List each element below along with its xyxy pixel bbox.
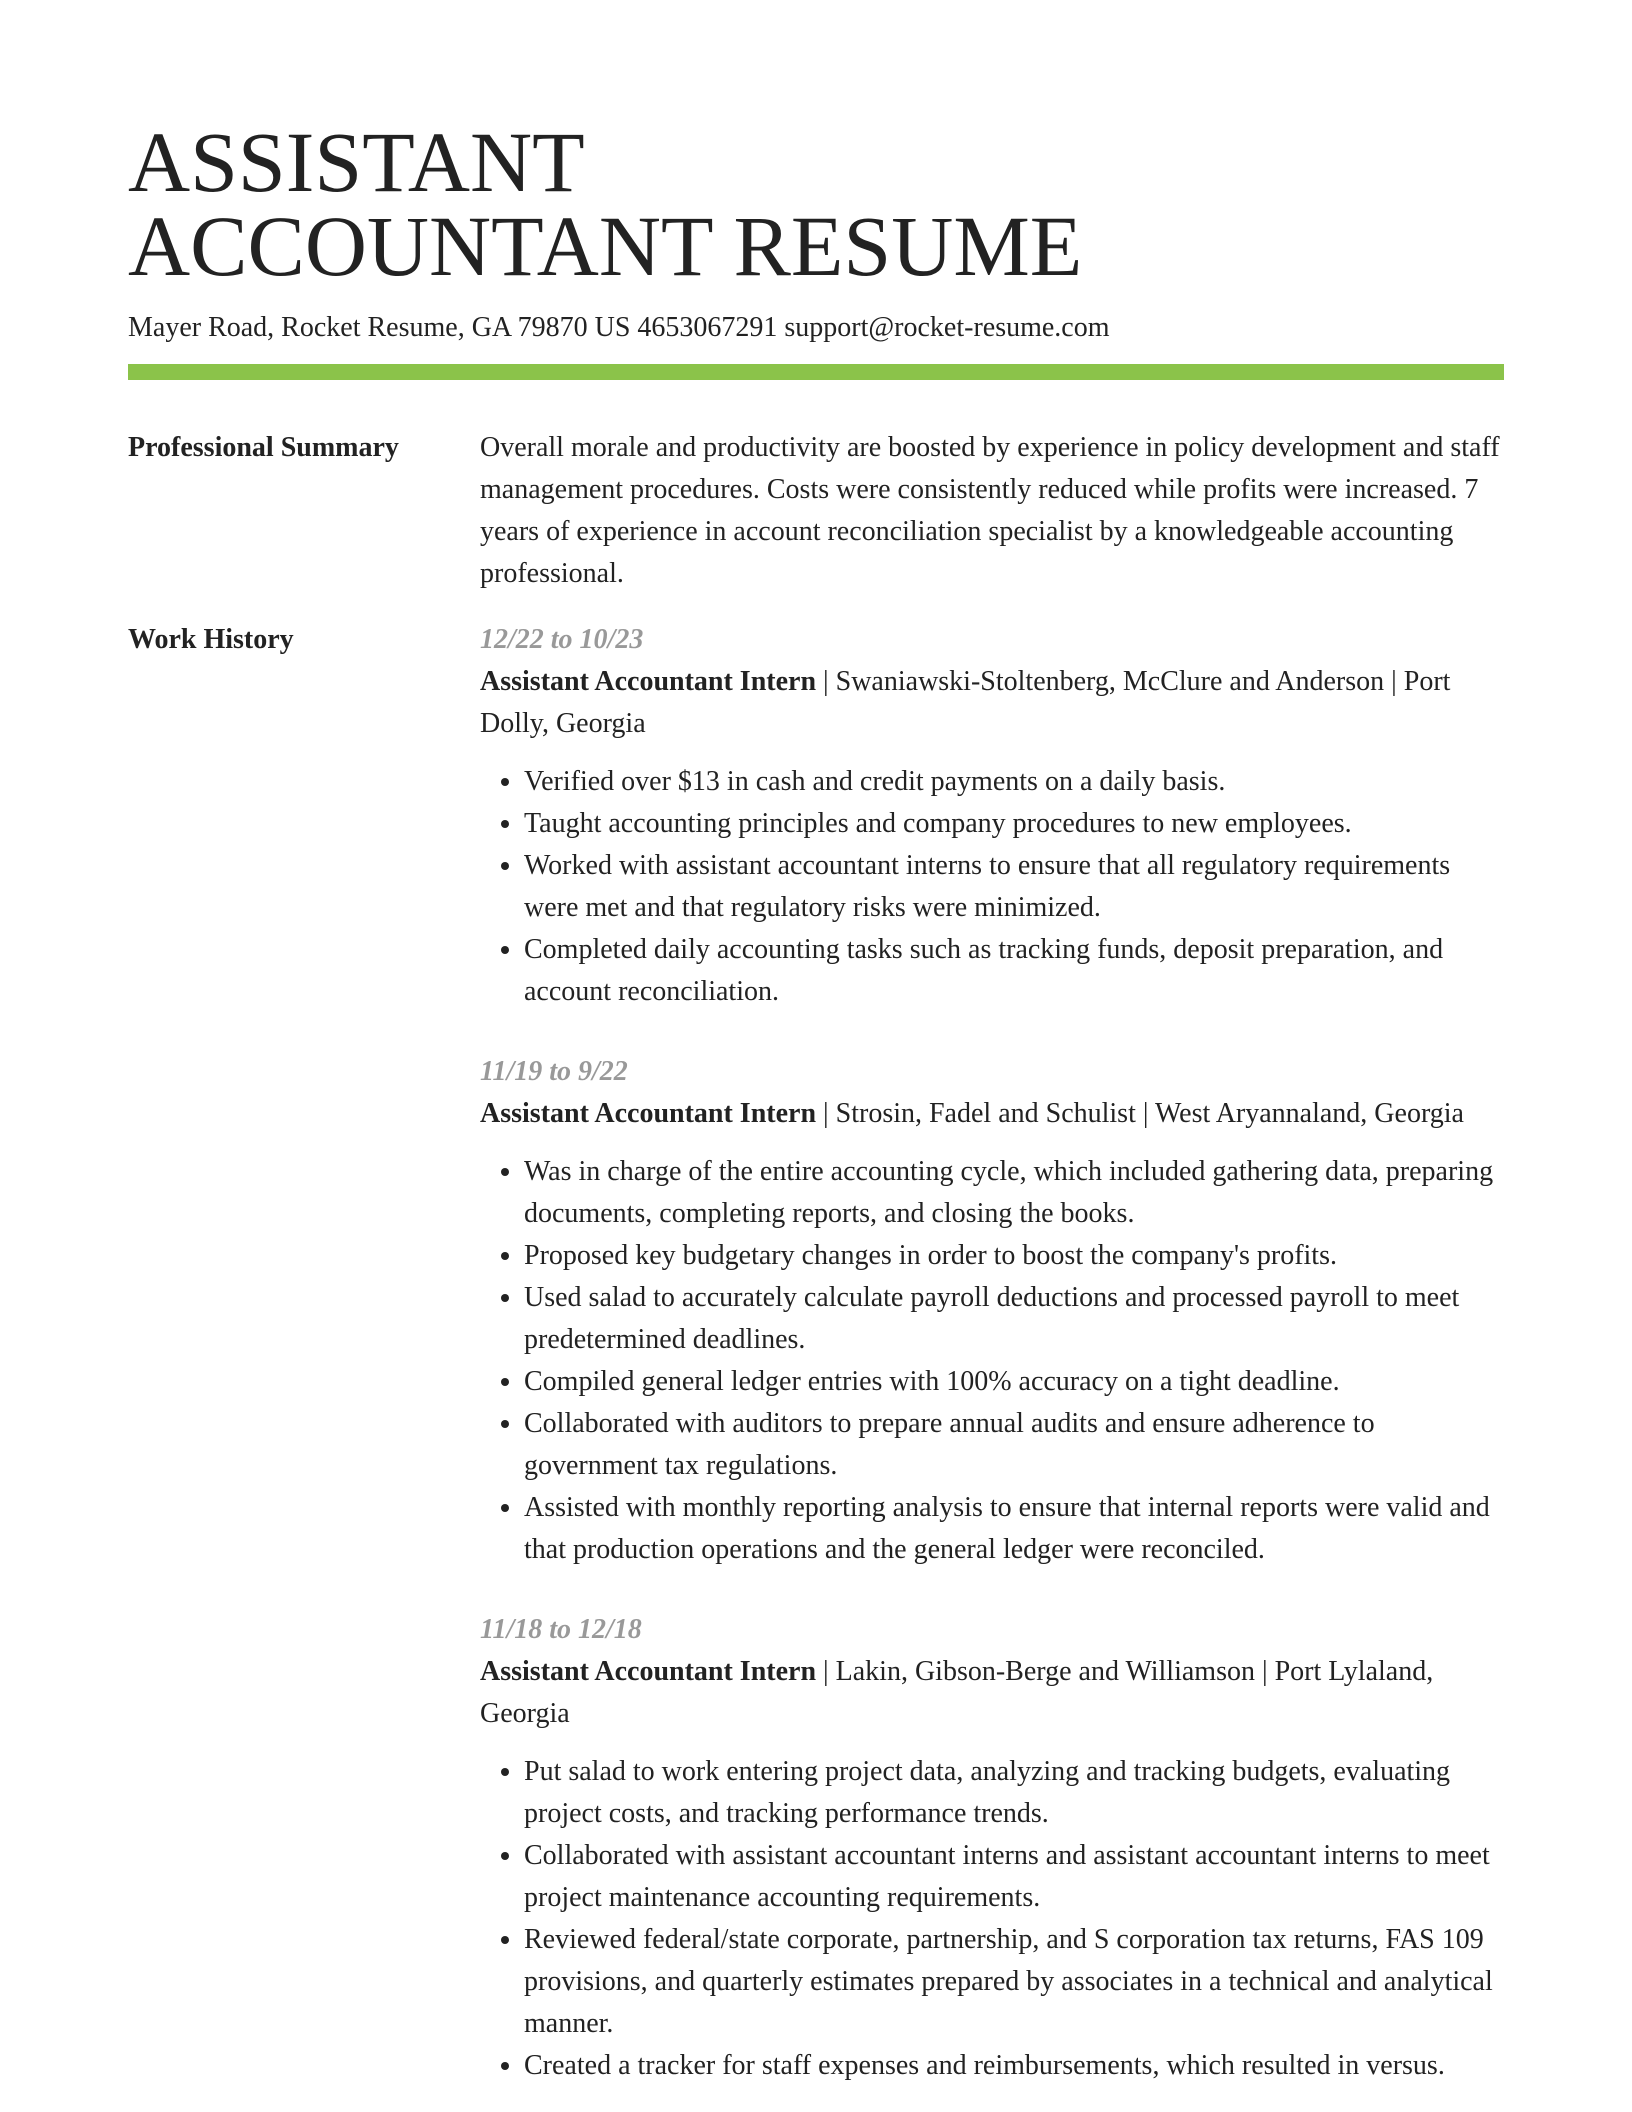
job-dates: 11/18 to 12/18	[480, 1614, 642, 1645]
job-bullet: • Taught accounting principles and company procedures to new employees.	[524, 803, 1504, 845]
job-bullet-list	[480, 761, 1504, 1013]
job-title: Assistant Accountant Intern	[480, 1098, 817, 1129]
job-bullet: • Used salad to accurately calculate payroll deductions and processed payroll to meet predetermined deadlines.	[524, 1277, 1504, 1361]
job-heading	[480, 1651, 1504, 1735]
job-entry	[480, 619, 1504, 1013]
job-bullet: • Completed daily accounting tasks such as tracking funds, deposit preparation, and account reconciliation.	[524, 929, 1504, 1013]
job-dates: 12/22 to 10/23	[480, 624, 644, 655]
resume-title	[128, 114, 1504, 294]
contact-info: Mayer Road, Rocket Resume, GA 79870 US 4653067291 support@rocket-resume.com	[128, 312, 1110, 343]
job-bullet: • Was in charge of the entire accounting cycle, which included gathering data, preparing documents, completing reports, and closing the books.	[524, 1151, 1504, 1235]
job-heading	[480, 1093, 1504, 1135]
resume-title-line1: ASSISTANT	[128, 114, 585, 210]
job-bullet: • Reviewed federal/state corporate, partnership, and S corporation tax returns, FAS 109 provisions, and quarterly estimates prepared by associates in a technical and analytical manner.	[524, 1919, 1504, 2045]
job-entry	[480, 1051, 1504, 1571]
job-bullet-list	[480, 1151, 1504, 1571]
section-label-summary: Professional Summary	[128, 432, 399, 463]
job-bullet: • Worked with assistant accountant interns to ensure that all regulatory requirements were met and that regulatory risks were minimized.	[524, 845, 1504, 929]
job-dates: 11/19 to 9/22	[480, 1056, 628, 1087]
section-label-work-history: Work History	[128, 624, 294, 655]
job-bullet: • Proposed key budgetary changes in order to boost the company's profits.	[524, 1235, 1504, 1277]
job-company-location: | Swaniawski-Stoltenberg, McClure and Anderson | Port Dolly, Georgia	[480, 666, 1451, 739]
job-title: Assistant Accountant Intern	[480, 1656, 817, 1687]
summary-text: Overall morale and productivity are boosted by experience in policy development and staff management procedures. Costs were consistently reduced while profits were increased. 7 years of experience in account reconciliation specialist by a knowledgeable accounting professional.	[480, 432, 1500, 589]
resume-page	[128, 114, 1504, 2087]
job-bullet: • Put salad to work entering project data, analyzing and tracking budgets, evaluating project costs, and tracking performance trends.	[524, 1751, 1504, 1835]
job-bullet-list	[480, 1751, 1504, 2087]
job-company-location: | Strosin, Fadel and Schulist | West Aryannaland, Georgia	[816, 1098, 1464, 1129]
accent-divider	[128, 364, 1504, 380]
job-bullet: • Collaborated with auditors to prepare annual audits and ensure adherence to government tax regulations.	[524, 1403, 1504, 1487]
job-bullet: • Created a tracker for staff expenses and reimbursements, which resulted in versus.	[524, 2045, 1504, 2087]
job-bullet: • Verified over $13 in cash and credit payments on a daily basis.	[524, 761, 1504, 803]
job-bullet: • Assisted with monthly reporting analysis to ensure that internal reports were valid and that production operations and the general ledger were reconciled.	[524, 1487, 1504, 1571]
work-history-list	[480, 619, 1504, 2087]
job-bullet: • Collaborated with assistant accountant interns and assistant accountant interns to meet project maintenance accounting requirements.	[524, 1835, 1504, 1919]
work-history-section	[128, 619, 1504, 2087]
professional-summary-section	[128, 427, 1504, 595]
resume-title-line2: ACCOUNTANT RESUME	[128, 198, 1083, 294]
job-entry	[480, 1609, 1504, 2087]
job-title: Assistant Accountant Intern	[480, 666, 817, 697]
job-bullet: • Compiled general ledger entries with 100% accuracy on a tight deadline.	[524, 1361, 1504, 1403]
job-company-location: | Lakin, Gibson-Berge and Williamson | Port Lylaland, Georgia	[480, 1656, 1434, 1729]
job-heading	[480, 661, 1504, 745]
